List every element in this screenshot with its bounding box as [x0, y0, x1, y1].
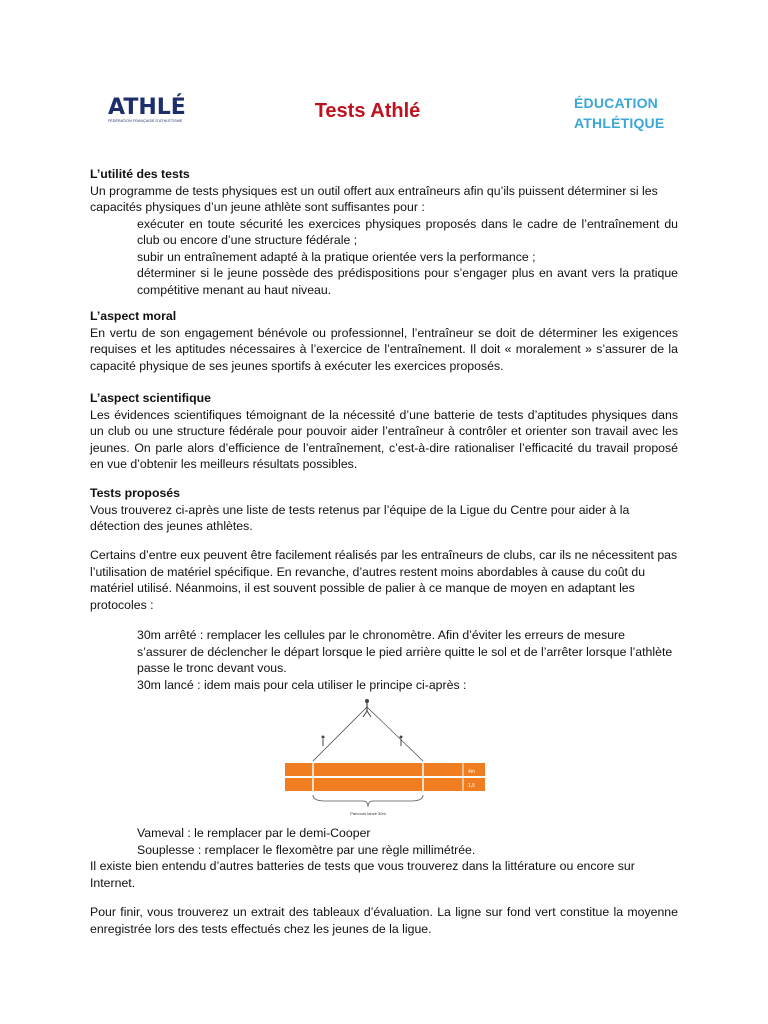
test-adaptations [90, 627, 678, 693]
chronometer-person-icon [363, 699, 371, 717]
page-title: Tests Athlé [314, 100, 421, 122]
list-item-souplesse: Souplesse : remplacer le flexomètre par une règle millimétrée. [137, 842, 476, 857]
section-heading: Tests proposés [90, 486, 180, 500]
track-lane-1 [285, 763, 485, 776]
start-marker-person-icon [322, 736, 325, 747]
section-paragraph: Pour finir, vous trouverez un extrait des tableaux d’évaluation. La ligne sur fond vert constitue la moyenne enregistrée lors des tests effectués chez les jeunes de la ligue. [90, 905, 678, 936]
education-logo-line2: ATHLÉTIQUE [574, 115, 665, 131]
test-adaptations-more [90, 825, 678, 891]
figure-caption: Parcours lancé 30m [350, 811, 386, 816]
section-heading: L’aspect moral [90, 309, 177, 323]
track-lane-2 [285, 778, 485, 791]
list-item: déterminer si le jeune possède des prédispositions pour s’engager plus en avant vers la pratique compétitive menant au haut niveau. [137, 266, 678, 297]
section-tests-para2 [90, 547, 678, 613]
sight-line-left [313, 707, 367, 761]
section-scientifique [90, 390, 678, 473]
section-final [90, 904, 678, 937]
section-heading: L’aspect scientifique [90, 391, 211, 405]
list-item: subir un entraînement adapté à la pratique orientée vers la performance ; [137, 249, 536, 264]
section-heading: L’utilité des tests [90, 167, 190, 181]
sight-line-right [367, 707, 423, 761]
list-item: exécuter en toute sécurité les exercices physiques proposés dans le cadre de l’entraînement du club ou encore d’une structure fédérale ; [137, 216, 678, 247]
flying-30m-diagram [285, 693, 491, 823]
section-paragraph: Les évidences scientifiques témoignant de la nécessité d’une batterie de tests d’aptitudes physiques dans un club ou une structure fédérale pour pouvoir aider l’entraîneur à contrôler et orienter son travail avec les jeunes. On parle alors d’efficience de l’entraînement, c’est-à-dire rationaliser l’efficacité du travail proposé en vue d’obtenir les meilleurs résultats possibles. [90, 407, 678, 471]
list-item-vameval: Vameval : le remplacer par le demi-Cooper [137, 826, 371, 840]
section-paragraph: Un programme de tests physiques est un outil offert aux entraîneurs afin qu’ils puissent déterminer si les capacités physiques d’un jeune athlète sont suffisantes pour : [90, 183, 658, 214]
distance-brace [313, 795, 423, 807]
section-paragraph: Vous trouverez ci-après une liste de tests retenus par l’équipe de la Ligue du Centre pour aider à la détection des jeunes athlètes. [90, 502, 630, 533]
education-logo-line1: ÉDUCATION [574, 95, 658, 111]
lane-label: 4m [468, 769, 475, 775]
section-paragraph: En vertu de son engagement bénévole ou professionnel, l’entraîneur se doit de déterminer les exigences requises et les aptitudes nécessaires à l’exercice de l’entraînement. Il doit « moralement » s’assurer de la capacité physique de ses jeunes sportifs à exécuter les exercices proposés. [90, 325, 678, 373]
section-utilite [90, 166, 678, 298]
section-paragraph: Certains d’entre eux peuvent être facilement réalisés par les entraîneurs de clubs, car ils ne nécessitent pas l’utilisation de matériel spécifique. En revanche, d’autres restent moins abordables à cause du coût du matériel utilisé. Néanmoins, il est souvent possible de palier à ce manque de moyen en adaptant les protocoles : [90, 548, 678, 612]
athle-logo-subtitle: FÉDÉRATION FRANÇAISE D'ATHLÉTISME [108, 119, 183, 123]
list-item-30m-lance: 30m lancé : idem mais pour cela utiliser le principe ci-après : [137, 677, 467, 692]
section-tests [90, 485, 678, 535]
athle-logo [108, 95, 208, 123]
athle-logo-word: ATHLÉ [108, 95, 186, 120]
list-item-30m-arrete: 30m arrêté : remplacer les cellules par le chronomètre. Afin d’éviter les erreurs de mesure s’assurer de déclencher le départ lorsque le pied arrière quitte le sol et de l’arrêter lorsque l’athlète passe le tronc devant vous. [137, 628, 673, 675]
section-moral [90, 308, 678, 374]
lane-label: 1,5 [468, 783, 475, 789]
section-paragraph: Il existe bien entendu d’autres batteries de tests que vous trouverez dans la littérature ou encore sur Internet. [90, 859, 635, 890]
education-athletique-logo [574, 93, 664, 133]
